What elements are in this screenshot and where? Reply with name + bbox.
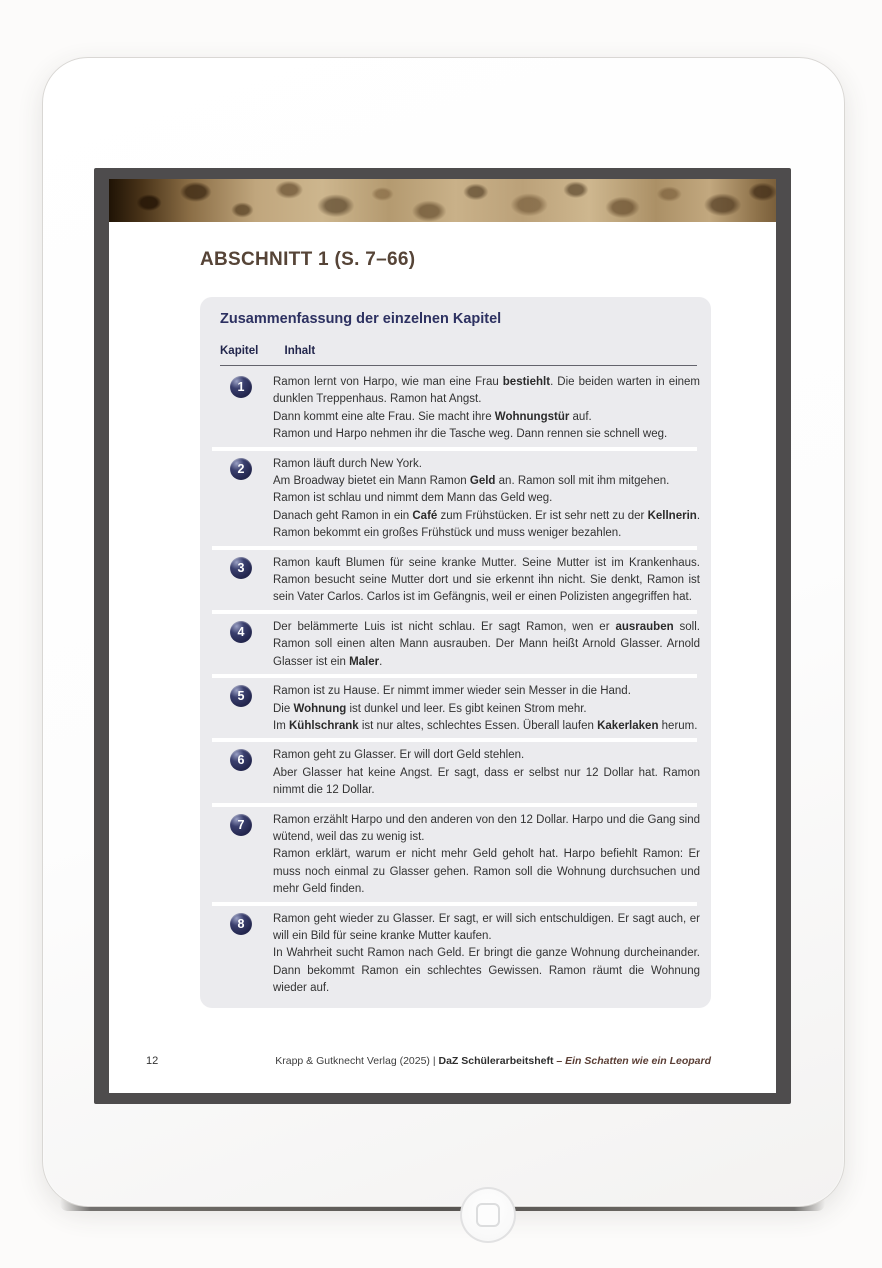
chapter-row: [200, 614, 711, 674]
pdf-viewer-screen: [94, 168, 791, 1104]
table-column-headers: [220, 344, 697, 358]
chapter-text: Ramon kauft Blumen für seine kranke Mutter. Seine Mutter ist im Krankenhaus. Ramon besucht seine Mutter dort und sie erkennt ihn nicht. Sie denkt, Ramon ist sein Vater Carlos. Carlos ist im Gefängnis, weil er einen Polizisten angegriffen hat.: [273, 556, 700, 604]
home-button-icon: [476, 1203, 500, 1227]
chapter-row: [200, 742, 711, 802]
chapter-row: [200, 451, 711, 546]
tablet-device: [42, 57, 845, 1207]
chapter-text: Ramon erzählt Harpo und den anderen von den 12 Dollar. Harpo und die Gang sind wütend, weil das zu wenig ist. Ramon erklärt, warum er nicht mehr Geld geholt hat. Harpo befiehlt Ramon: Er muss noch einmal zu Glasser gehen. Ramon soll die Wohnung durchsuchen und mehr Geld finden.: [273, 813, 700, 896]
chapter-number-badge: 4: [230, 621, 252, 643]
chapter-number-badge: 2: [230, 458, 252, 480]
chapter-text: Ramon ist zu Hause. Er nimmt immer wieder sein Messer in die Hand. Die Wohnung ist dunkel und leer. Es gibt keinen Strom mehr. Im Kühlschrank ist nur altes, schlechtes Essen. Überall laufen Kakerlaken herum.: [273, 685, 698, 732]
chapter-row: [200, 678, 711, 738]
chapter-number-badge: 1: [230, 376, 252, 398]
chapter-text: Ramon geht zu Glasser. Er will dort Geld stehlen. Aber Glasser hat keine Angst. Er sagt, dass er selbst nur 12 Dollar hat. Ramon nimmt die 12 Dollar.: [273, 749, 700, 797]
section-heading: ABSCHNITT 1 (S. 7–66): [200, 249, 416, 270]
chapter-number-badge: 8: [230, 913, 252, 935]
chapter-row: [200, 369, 711, 447]
chapter-text: Ramon läuft durch New York. Am Broadway bietet ein Mann Ramon Geld an. Ramon soll mit ihm mitgehen. Ramon ist schlau und nimmt dem Mann das Geld weg. Danach geht Ramon in ein Café zum Frühstücken. Er ist sehr nett zu der Kellnerin. Ramon bekommt ein großes Frühstück und muss weniger bezahlen.: [273, 457, 701, 540]
publisher-text: Krapp & Gutknecht Verlag (2025) |: [275, 1055, 439, 1067]
page-number: 12: [146, 1055, 159, 1067]
column-header-inhalt: Inhalt: [284, 345, 316, 357]
chapter-text: Ramon geht wieder zu Glasser. Er sagt, er will sich entschuldigen. Er sagt auch, er will ein Bild für seine kranke Mutter kaufen. In Wahrheit sucht Ramon nach Geld. Er bringt die ganze Wohnung durcheinander. Dann bekommt Ramon ein schlechtes Gewissen. Ramon räumt die Wohnung wieder auf.: [273, 912, 700, 995]
book-title: – Ein Schatten wie ein Leopard: [553, 1055, 711, 1067]
chapter-number-badge: 3: [230, 557, 252, 579]
chapter-rows: [200, 369, 711, 1001]
chapter-text: Ramon lernt von Harpo, wie man eine Frau bestiehlt. Die beiden warten in einem dunklen Treppenhaus. Ramon hat Angst. Dann kommt eine alte Frau. Sie macht ihre Wohnungstür auf. Ramon und Harpo nehmen ihr die Tasche weg. Dann rennen sie schnell weg.: [273, 376, 701, 441]
footer-credit: [275, 1055, 711, 1067]
chapter-row: [200, 550, 711, 610]
summary-box: [200, 297, 711, 1008]
chapter-text: Der belämmerte Luis ist nicht schlau. Er sagt Ramon, wen er ausrauben soll. Ramon soll einen alten Mann ausrauben. Der Mann heißt Arnold Glasser. Arnold Glasser ist ein Maler.: [273, 620, 700, 668]
leopard-pattern-banner: [109, 179, 776, 222]
chapter-row: [200, 807, 711, 902]
header-rule: [220, 365, 697, 366]
document-page: [109, 179, 776, 1093]
chapter-row: [200, 906, 711, 1001]
column-header-kapitel: Kapitel: [220, 345, 259, 357]
chapter-number-badge: 6: [230, 749, 252, 771]
home-button[interactable]: [460, 1187, 516, 1243]
summary-title: Zusammenfassung der einzelnen Kapitel: [220, 311, 502, 327]
chapter-number-badge: 5: [230, 685, 252, 707]
booklet-title: DaZ Schülerarbeitsheft: [438, 1055, 554, 1067]
chapter-number-badge: 7: [230, 814, 252, 836]
